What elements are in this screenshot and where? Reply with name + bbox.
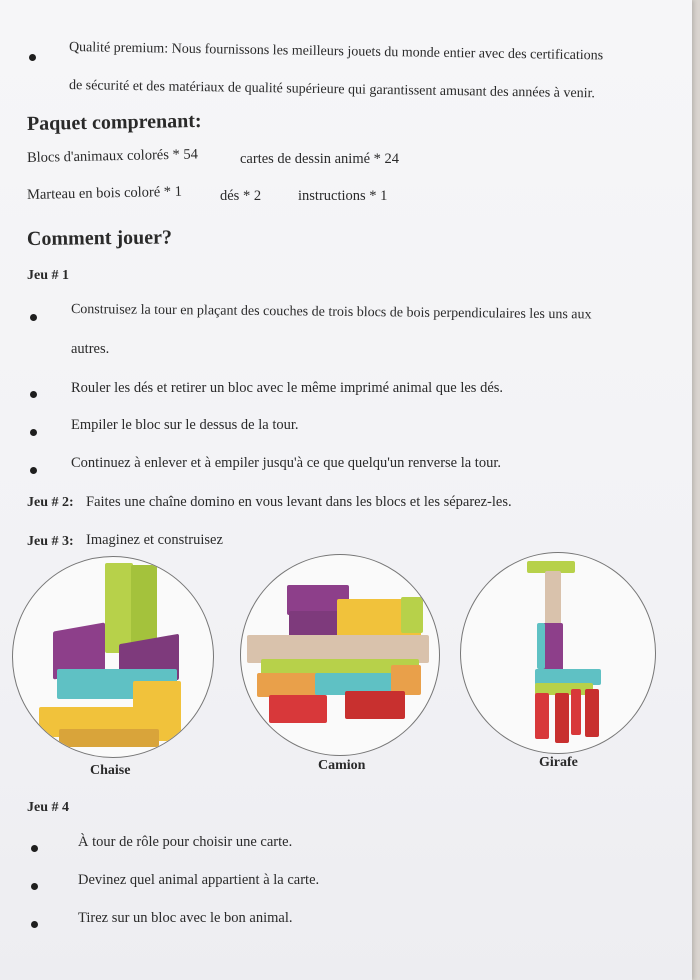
game4-bullet3: Tirez sur un bloc avec le bon animal. xyxy=(78,910,293,926)
premium-line-2: de sécurité et des matériaux de qualité supérieure qui garantissent amusant des années à venir. xyxy=(68,78,596,102)
bullet xyxy=(30,391,37,398)
block xyxy=(535,693,549,739)
truck-illustration xyxy=(240,554,440,756)
caption-camion: Camion xyxy=(318,758,366,773)
bullet xyxy=(30,314,37,321)
caption-girafe: Girafe xyxy=(539,755,578,770)
block xyxy=(571,689,581,735)
bullet xyxy=(30,467,37,474)
caption-chaise: Chaise xyxy=(90,763,131,778)
game4-bullet2: Devinez quel animal appartient à la carte. xyxy=(78,872,320,888)
package-item-dice: dés * 2 xyxy=(220,188,262,204)
package-item-cards: cartes de dessin animé * 24 xyxy=(240,151,400,167)
game4-bullet1: À tour de rôle pour choisir une carte. xyxy=(78,834,293,850)
game3-label: Jeu # 3: xyxy=(27,534,74,549)
block xyxy=(401,597,423,633)
premium-line-1: Qualité premium: Nous fournissons les meilleurs jouets du monde entier avec des certifications xyxy=(68,40,604,64)
block xyxy=(59,729,159,747)
block xyxy=(257,673,317,697)
package-title: Paquet comprenant: xyxy=(26,109,202,135)
block xyxy=(545,571,561,625)
package-item-hammer: Marteau en bois coloré * 1 xyxy=(26,183,183,203)
game1-bullet4: Continuez à enlever et à empiler jusqu'à ce que quelqu'un renverse la tour. xyxy=(71,455,501,471)
game1-bullet1-line2: autres. xyxy=(71,341,110,357)
game4-label: Jeu # 4 xyxy=(27,800,69,815)
game2-label: Jeu # 2: xyxy=(27,495,74,510)
giraffe-illustration xyxy=(460,552,656,754)
block xyxy=(105,563,133,653)
bullet xyxy=(31,883,38,890)
block xyxy=(269,695,327,723)
game1-bullet2: Rouler les dés et retirer un bloc avec le même imprimé animal que les dés. xyxy=(71,380,504,396)
block xyxy=(537,623,545,669)
game1-bullet3: Empiler le bloc sur le dessus de la tour. xyxy=(71,417,299,433)
game2-text: Faites une chaîne domino en vous levant dans les blocs et les séparez-les. xyxy=(86,494,512,510)
block xyxy=(345,691,405,719)
howto-title: Comment jouer? xyxy=(26,226,173,250)
package-item-blocks: Blocs d'animaux colorés * 54 xyxy=(26,146,199,166)
bullet xyxy=(29,54,36,61)
bullet xyxy=(31,921,38,928)
package-item-instructions: instructions * 1 xyxy=(298,188,388,204)
chair-illustration xyxy=(12,556,214,758)
game1-label: Jeu # 1 xyxy=(27,268,69,283)
bullet xyxy=(30,429,37,436)
block xyxy=(543,623,563,673)
block xyxy=(585,689,599,737)
bullet xyxy=(31,845,38,852)
block xyxy=(555,693,569,743)
game1-bullet1-line1: Construisez la tour en plaçant des couches de trois blocs de bois perpendiculaires les uns aux xyxy=(70,302,592,323)
game3-text: Imaginez et construisez xyxy=(86,532,223,548)
